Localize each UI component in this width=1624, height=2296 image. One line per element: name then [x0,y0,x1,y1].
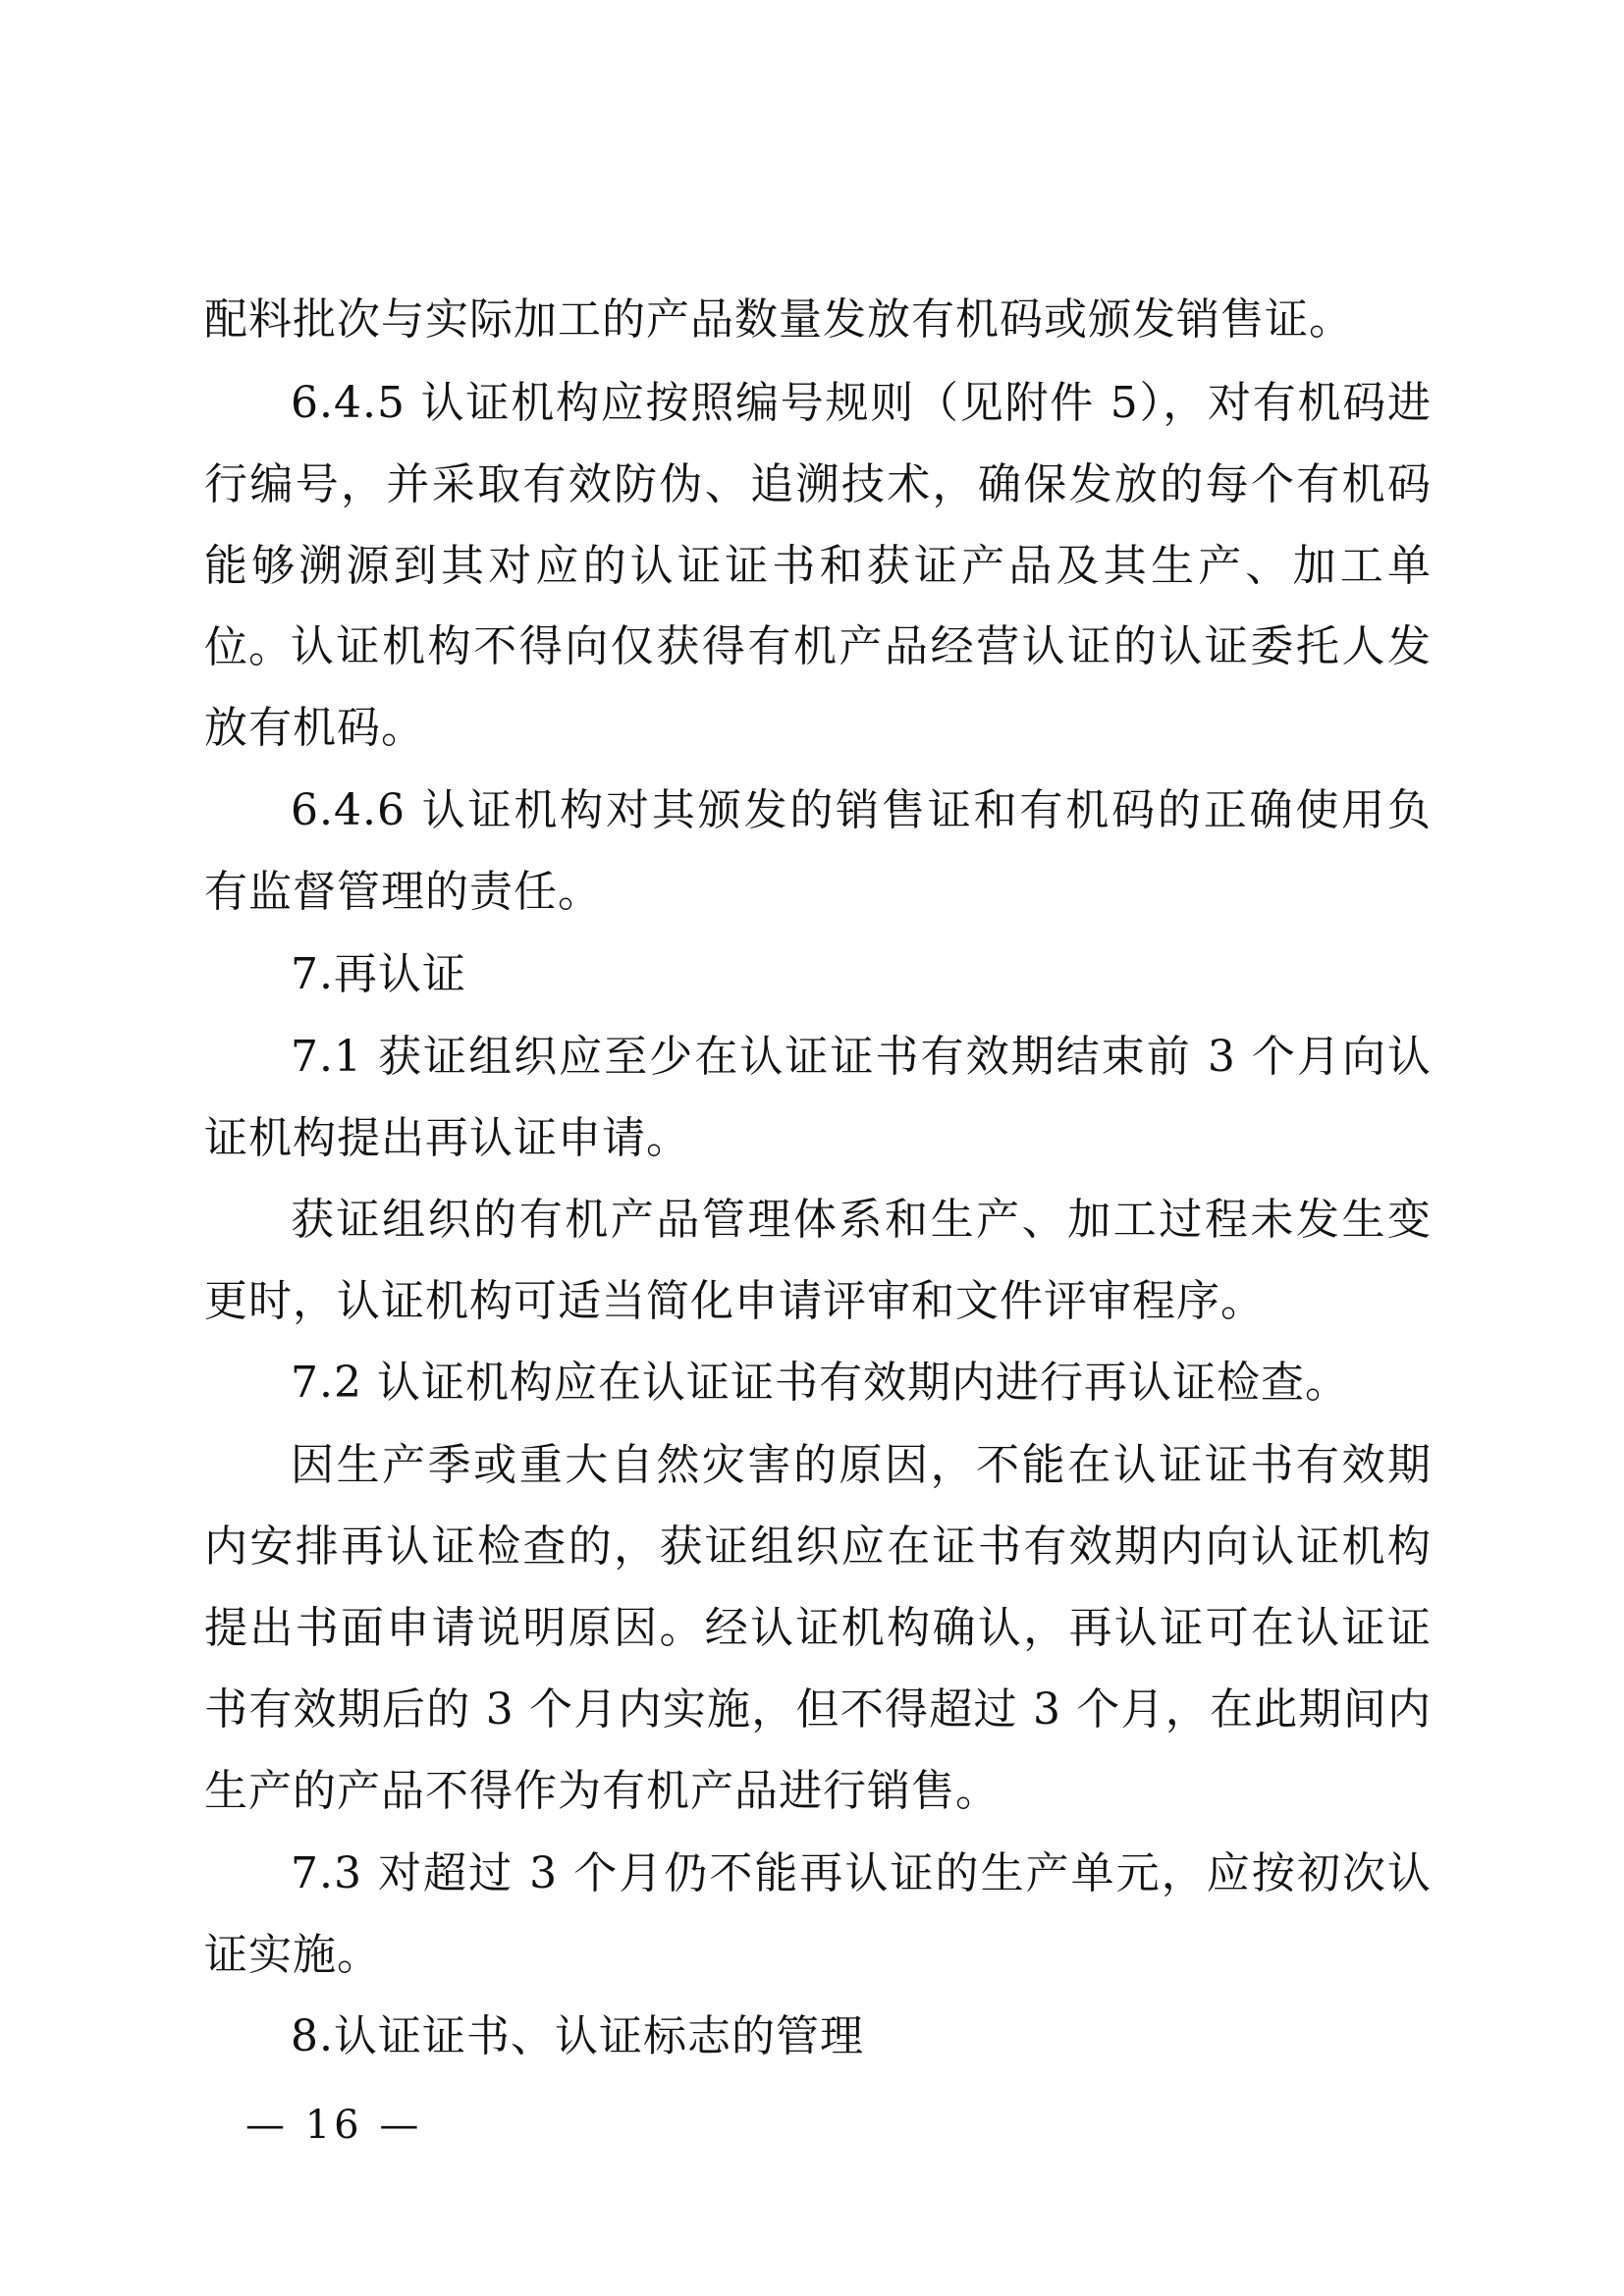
paragraph-operator-restriction: 认证机构不得向仅获得有机产品经营认证的认证委托人发放有机码。 [204,621,1432,753]
section-heading-recertification: 7.再认证 [291,949,466,999]
paragraph-simplified-review: 获证组织的有机产品管理体系和生产、加工过程未发生变更时，认证机构可适当简化申请评审和文件评审程序。 [204,1195,1432,1326]
page-number: — 16 — [245,2103,423,2148]
paragraph-7-3: 7.3 对超过 3 个月仍不能再认证的生产单元，应按初次认证实施。 [204,1848,1432,1980]
section-heading-certificate-management: 8.认证证书、认证标志的管理 [291,2011,864,2061]
paragraph-6-4-5: 6.4.5 认证机构应按照编号规则（见附件 5），对有机码进行编号，并采取有效防伪、追溯技术，确保发放的每个有机码能够溯源到其对应的认证证书和获证产品及其生产、加工单位。 [204,378,1432,672]
paragraph-continuation: 配料批次与实际加工的产品数量发放有机码或颁发销售证。 [204,294,1353,345]
paragraph-delay-reason: 因生产季或重大自然灾害的原因，不能在认证证书有效期内安排再认证检查的，获证组织应在证书有效期内向认证机构提出书面申请说明原因。经认证机构确认，再认证可在认证证书有效期后的 3 个月内实施，但不得超过 3 个月，在此期间内生产的产品不得作为有机产品进行销售。 [204,1440,1432,1816]
paragraph-7-1: 7.1 获证组织应至少在认证证书有效期结束前 3 个月向认证机构提出再认证申请。 [204,1032,1432,1163]
paragraph-6-4-6: 6.4.6 认证机构对其颁发的销售证和有机码的正确使用负有监督管理的责任。 [204,785,1432,917]
paragraph-7-2: 7.2 认证机构应在认证证书有效期内进行再认证检查。 [291,1358,1349,1408]
